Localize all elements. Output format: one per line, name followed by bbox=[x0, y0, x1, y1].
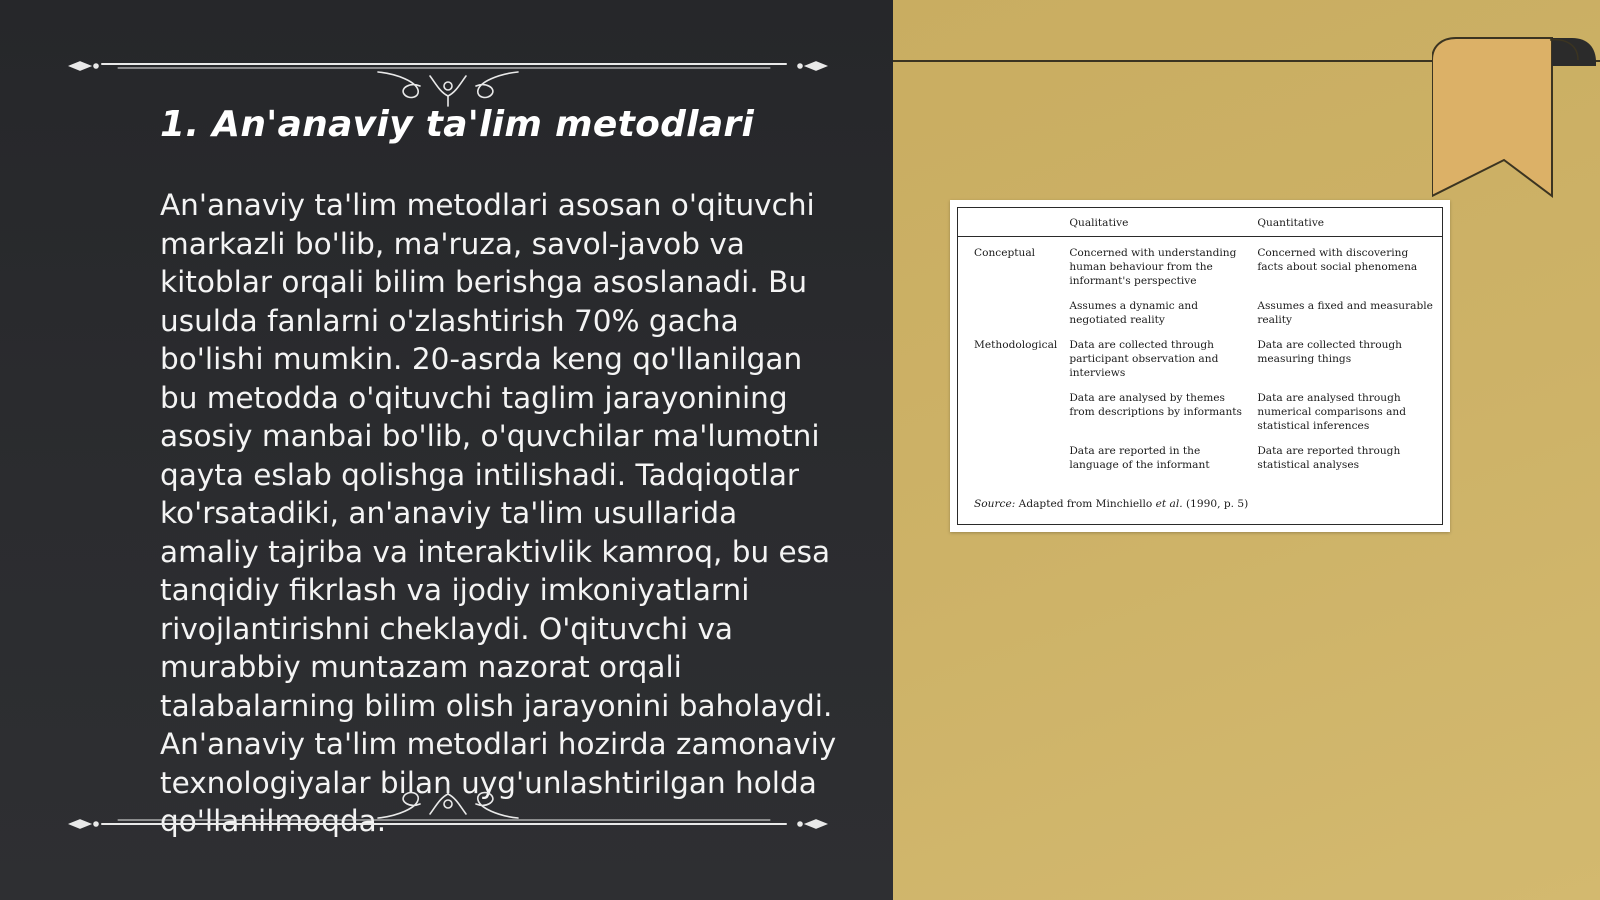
table-header-qualitative: Qualitative bbox=[1063, 208, 1251, 237]
qualitative-cell: Data are analysed by themes from descriptions by informants bbox=[1069, 392, 1242, 418]
quantitative-cell: Data are collected through measuring things bbox=[1257, 339, 1402, 365]
row-label bbox=[958, 439, 1063, 478]
filigree-divider-bottom-icon bbox=[68, 784, 828, 832]
table-header-empty bbox=[958, 208, 1063, 237]
table-row bbox=[958, 294, 1442, 333]
source-label: Source: bbox=[974, 498, 1016, 510]
quantitative-cell: Concerned with discovering facts about social phenomena bbox=[1257, 247, 1418, 273]
table-header-row bbox=[958, 208, 1442, 237]
bookmark-ribbon-icon bbox=[1432, 36, 1600, 198]
table-row bbox=[958, 439, 1442, 478]
row-label: Conceptual bbox=[974, 247, 1036, 259]
slide-body-text: An'anaviy ta'lim metodlari asosan o'qituvchi markazli bo'lib, ma'ruza, savol-javob va kitoblar orqali bilim berishga asoslanadi. Bu usulda fanlarni o'zlashtirish 70% gacha bo'lishi mumkin. 20-asrda keng qo'llanilgan bu metodda o'qituvchi taglim jarayonining asosiy manbai bo'lib, o'quvchilar ma'lumotni qayta eslab qolishga intilishadi. Tadqiqotlar ko'rsatadiki, an'anaviy ta'lim usullarida amaliy tajriba va interaktivlik kamroq, bu esa tanqidiy fikrlash va ijodiy imkoniyatlarni rivojlantirishni cheklaydi. O'qituvchi va murabbiy muntazam nazorat orqali talabalarning bilim olish jarayonini baholaydi. An'anaviy ta'lim metodlari hozirda zamonaviy texnologiyalar bilan uyg'unlashtirilgan holda qo'llanilmoqda. bbox=[160, 188, 837, 838]
table-row bbox=[958, 333, 1442, 386]
filigree-divider-top-icon bbox=[68, 52, 828, 108]
row-label bbox=[958, 294, 1063, 333]
qualitative-cell: Data are collected through participant observation and interviews bbox=[1069, 339, 1219, 379]
table-source-note bbox=[974, 498, 1248, 510]
source-text: Adapted from Minchiello bbox=[1018, 498, 1156, 510]
table-header-quantitative: Quantitative bbox=[1251, 208, 1442, 237]
quantitative-cell: Data are analysed through numerical comparisons and statistical inferences bbox=[1257, 392, 1406, 432]
table-row bbox=[958, 386, 1442, 439]
table-frame bbox=[957, 207, 1443, 525]
qualitative-cell: Concerned with understanding human behaviour from the informant's perspective bbox=[1069, 247, 1237, 287]
quantitative-cell: Assumes a fixed and measurable reality bbox=[1257, 300, 1433, 326]
qualitative-cell: Data are reported in the language of the informant bbox=[1069, 445, 1210, 471]
source-year: (1990, p. 5) bbox=[1182, 498, 1249, 510]
row-label: Methodological bbox=[974, 339, 1058, 351]
qualitative-cell: Assumes a dynamic and negotiated reality bbox=[1069, 300, 1199, 326]
comparison-table bbox=[958, 208, 1442, 478]
quantitative-cell: Data are reported through statistical analyses bbox=[1257, 445, 1401, 471]
table-row bbox=[958, 237, 1442, 295]
source-etal: et al. bbox=[1155, 498, 1183, 510]
comparison-table-figure bbox=[950, 200, 1450, 532]
slide-title: 1. An'anaviy ta'lim metodlari bbox=[160, 104, 755, 145]
row-label bbox=[958, 386, 1063, 439]
